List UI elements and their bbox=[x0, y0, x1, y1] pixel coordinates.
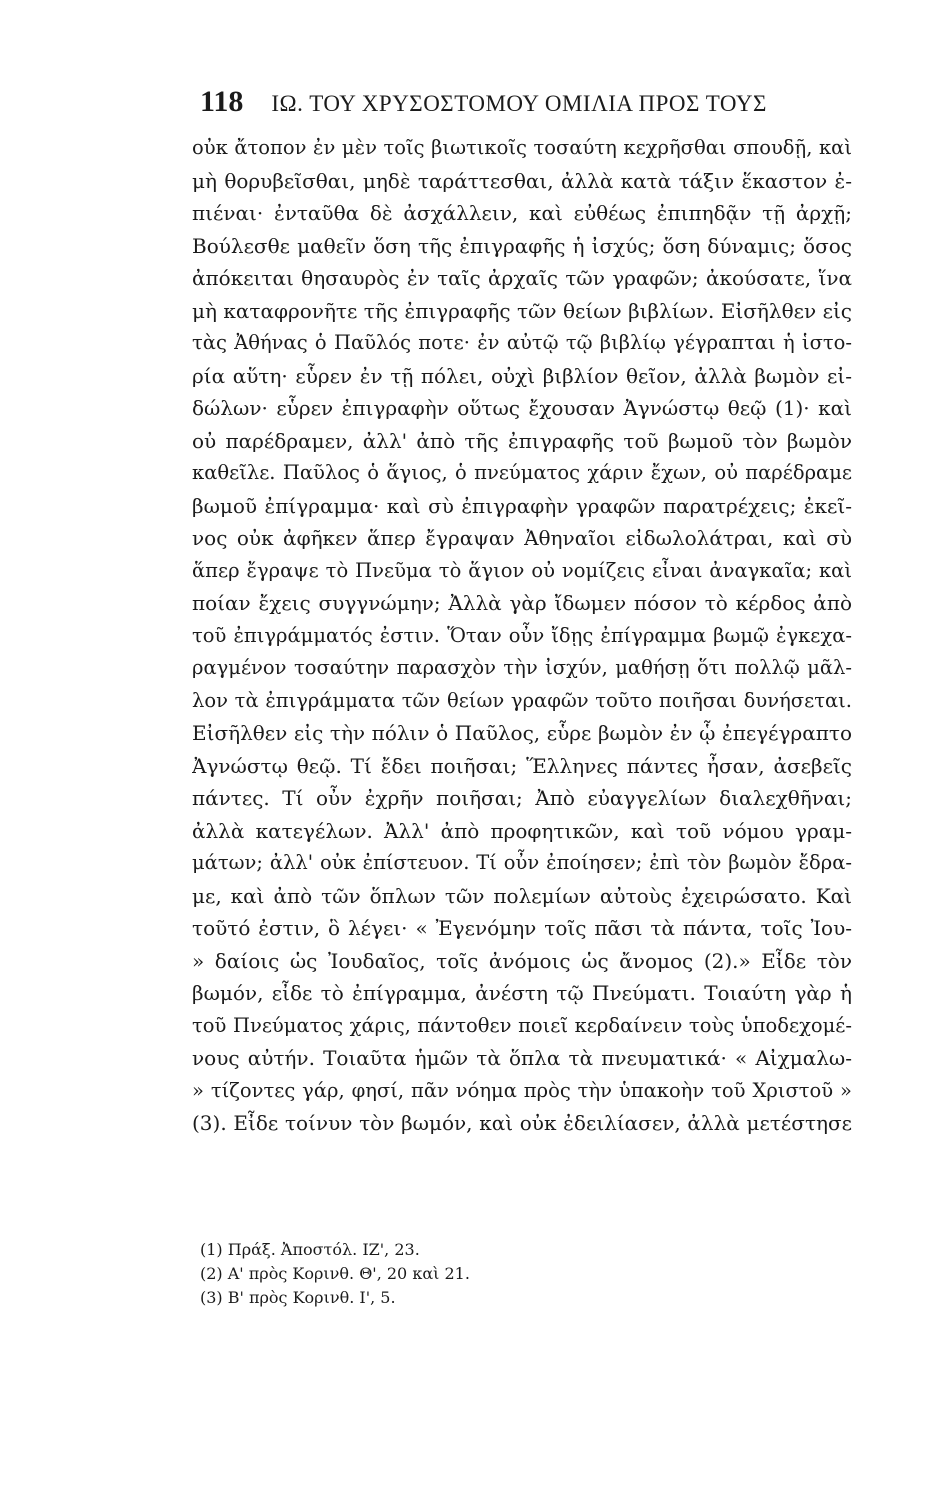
text-line: βωμόν, εἶδε τὸ ἐπίγραμμα, ἀνέστη τῷ Πνεύματι. Τοιαύτη γὰρ ἡ bbox=[192, 981, 852, 1005]
text-line: δώλων· εὗρεν ἐπιγραφὴν οὕτως ἔχουσαν Ἀγνώστῳ θεῷ (1)· καὶ bbox=[192, 396, 852, 420]
footnote: (2) Α' πρὸς Κορινθ. Θ', 20 καὶ 21. bbox=[200, 1264, 470, 1283]
text-line: ἀπόκειται θησαυρὸς ἐν ταῖς ἀρχαῖς τῶν γραφῶν; ἀκούσατε, ἵνα bbox=[192, 266, 852, 290]
page-number: 118 bbox=[200, 85, 244, 118]
text-line: Βούλεσθε μαθεῖν ὅση τῆς ἐπιγραφῆς ἡ ἰσχύς; ὅση δύναμις; ὅσος bbox=[192, 233, 852, 258]
page-header bbox=[200, 85, 850, 125]
text-line: μάτων; ἀλλ' οὐκ ἐπίστευον. Τί οὖν ἐποίησεν; ἐπὶ τὸν βωμὸν ἔδρα- bbox=[192, 851, 852, 874]
text-line: οὐκ ἄτοπον ἐν μὲν τοῖς βιωτικοῖς τοσαύτη κεχρῆσθαι σπουδῇ, καὶ bbox=[192, 136, 852, 159]
footnote: (3) Β' πρὸς Κορινθ. Ι', 5. bbox=[200, 1288, 396, 1307]
text-line: μὴ καταφρονῆτε τῆς ἐπιγραφῆς τῶν θείων βιβλίων. Εἰσῆλθεν εἰς bbox=[192, 298, 852, 323]
text-line: οὐ παρέδραμεν, ἀλλ' ἀπὸ τῆς ἐπιγραφῆς τοῦ βωμοῦ τὸν βωμὸν bbox=[192, 428, 852, 453]
text-line: τοῦτό ἐστιν, ὃ λέγει· « Ἐγενόμην τοῖς πᾶσι τὰ πάντα, τοῖς Ἰου- bbox=[192, 916, 852, 940]
text-line: τοῦ Πνεύματος χάρις, πάντοθεν ποιεῖ κερδαίνειν τοὺς ὑποδεχομέ- bbox=[192, 1013, 852, 1037]
text-line: Ἀγνώστῳ θεῷ. Τί ἔδει ποιῆσαι; Ἕλληνες πάντες ἦσαν, ἀσεβεῖς bbox=[192, 753, 852, 778]
text-line: καθεῖλε. Παῦλος ὁ ἅγιος, ὁ πνεύματος χάριν ἔχων, οὐ παρέδραμε bbox=[192, 461, 852, 484]
text-line: πάντες. Τί οὖν ἐχρῆν ποιῆσαι; Ἀπὸ εὐαγγελίων διαλεχθῆναι; bbox=[192, 786, 852, 810]
text-line: πιέναι· ἐνταῦθα δὲ ἀσχάλλειν, καὶ εὐθέως ἐπιπηδᾷν τῇ ἀρχῇ; bbox=[192, 201, 852, 225]
text-line: τοῦ ἐπιγράμματός ἐστιν. Ὅταν οὖν ἴδῃς ἐπίγραμμα βωμῷ ἐγκεχα- bbox=[192, 623, 852, 647]
text-line: νους αὐτήν. Τοιαῦτα ἡμῶν τὰ ὅπλα τὰ πνευματικά· « Αἰχμαλω- bbox=[192, 1046, 852, 1070]
text-line: μὴ θορυβεῖσθαι, μηδὲ ταράττεσθαι, ἀλλὰ κατὰ τάξιν ἕκαστον ἐ- bbox=[192, 168, 852, 193]
text-line: Εἰσῆλθεν εἰς τὴν πόλιν ὁ Παῦλος, εὗρε βωμὸν ἐν ᾧ ἐπεγέγραπτο bbox=[192, 721, 852, 745]
main-text bbox=[192, 132, 852, 1140]
text-line: (3). Εἶδε τοίνυν τὸν βωμόν, καὶ οὐκ ἐδειλίασεν, ἀλλὰ μετέστησε bbox=[192, 1111, 852, 1135]
footnotes bbox=[200, 1238, 800, 1310]
text-line: ρία αὕτη· εὗρεν ἐν τῇ πόλει, οὐχὶ βιβλίον θεῖον, ἀλλὰ βωμὸν εἰ- bbox=[192, 363, 852, 388]
text-line: » τίζοντες γάρ, φησί, πᾶν νόημα πρὸς τὴν ὑπακοὴν τοῦ Χριστοῦ » bbox=[192, 1078, 852, 1102]
text-line: ἀλλὰ κατεγέλων. Ἀλλ' ἀπὸ προφητικῶν, καὶ τοῦ νόμου γραμ- bbox=[192, 818, 852, 843]
text-line: » δαίοις ὡς Ἰουδαῖος, τοῖς ἀνόμοις ὡς ἄνομος (2).» Εἶδε τὸν bbox=[192, 948, 852, 973]
text-line: ποίαν ἔχεις συγγνώμην; Ἀλλὰ γὰρ ἴδωμεν πόσον τὸ κέρδος ἀπὸ bbox=[192, 591, 852, 615]
text-line: ἅπερ ἔγραψε τὸ Πνεῦμα τὸ ἅγιον οὐ νομίζεις εἶναι ἀναγκαῖα; καὶ bbox=[192, 558, 852, 582]
text-line: τὰς Ἀθήνας ὁ Παῦλός ποτε· ἐν αὐτῷ τῷ βιβλίῳ γέγραπται ἡ ἱστο- bbox=[192, 331, 852, 354]
text-line: λον τὰ ἐπιγράμματα τῶν θείων γραφῶν τοῦτο ποιῆσαι δυνήσεται. bbox=[192, 688, 852, 712]
text-line: νος οὐκ ἀφῆκεν ἅπερ ἔγραψαν Ἀθηναῖοι εἰδωλολάτραι, καὶ σὺ bbox=[192, 526, 852, 550]
text-line: με, καὶ ἀπὸ τῶν ὅπλων τῶν πολεμίων αὐτοὺς ἐχειρώσατο. Καὶ bbox=[192, 883, 852, 908]
text-line: βωμοῦ ἐπίγραμμα· καὶ σὺ ἐπιγραφὴν γραφῶν παρατρέχεις; ἐκεῖ- bbox=[192, 493, 852, 518]
running-head: ΙΩ. ΤΟΥ ΧΡΥΣΟΣΤΟΜΟΥ ΟΜΙΛΙΑ ΠΡΟΣ ΤΟΥΣ bbox=[271, 91, 767, 116]
footnote: (1) Πράξ. Ἀποστόλ. ΙΖ', 23. bbox=[200, 1240, 420, 1259]
text-line: ραγμένον τοσαύτην παρασχὸν τὴν ἰσχύν, μαθήσῃ ὅτι πολλῷ μᾶλ- bbox=[192, 656, 852, 679]
